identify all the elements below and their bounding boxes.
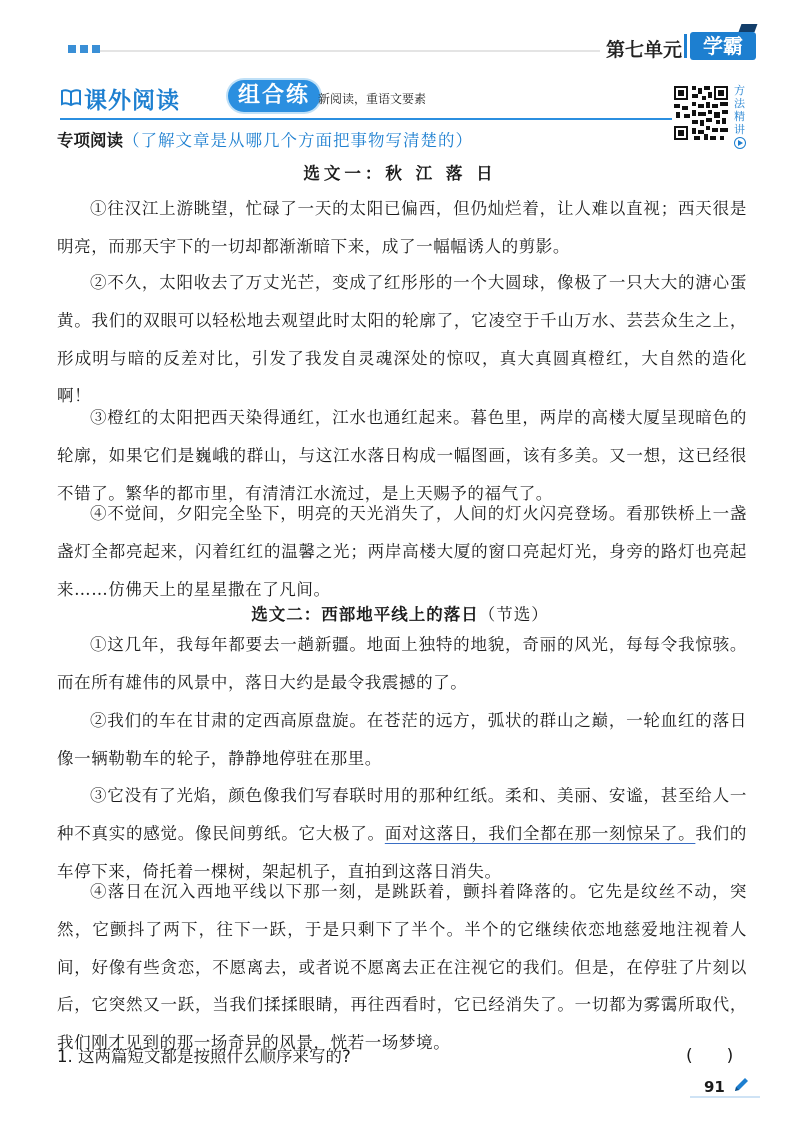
book-icon [60,86,82,108]
header-underline [60,118,675,120]
special-hint: （了解文章是从哪几个方面把事物写清楚的） [123,131,473,150]
section-header [60,82,460,112]
qr-code-icon[interactable] [672,84,730,142]
passage1-paragraph: ④不觉间，夕阳完全坠下，明亮的天光消失了，人间的灯火闪亮登场。看那铁桥上一盏盏灯全都亮起来，闪着红红的温馨之光；两岸高楼大厦的窗口亮起灯光，身旁的路灯也亮起来……仿佛天上的星星撒在了凡间。 [57,504,747,599]
section-tagline: 新阅读，重语文要素 [318,92,427,106]
top-bar [0,30,800,70]
passage1-title: 选文一：秋 江 落 日 [303,164,497,183]
passage2-paragraph: ④落日在沉入西地平线以下那一刻，是跳跃着，颤抖着降落的。它先是纹丝不动，突然，它颤抖了两下，往下一跃，于是只剩下了半个。半个的它继续依恋地慈爱地注视着人间，好像有些贪恋，不愿离去，或者说不愿离去正在注视它的我们。但是，在停驻了片刻以后，它突然又一跃，当我们揉揉眼睛，再往西看时，它已经消失了。一切都为雾霭所取代，我们刚才见到的那一场奇异的风景，恍若一场梦境。 [57,882,747,1053]
combo-practice-badge: 组合练 [228,80,320,112]
p3-text-after: 我们的车停下来，倚托着一棵树，架起机子，直拍到这落日消失。 [57,823,747,881]
brand-logo: 学霸 [690,32,756,60]
section-title: 课外阅读 [84,88,180,114]
graduation-cap-icon [739,24,758,32]
passage1-paragraph: ③橙红的太阳把西天染得通红，江水也通红起来。暮色里，两岸的高楼大厦呈现暗色的轮廓，如果它们是巍峨的群山，与这江水落日构成一幅图画，该有多美。又一想，这已经很不错了。繁华的都市里，有清清江水流过，是上天赐予的福气了。 [57,408,747,503]
unit-label: 第七单元 [606,39,683,61]
pencil-icon [732,1076,750,1094]
question-1: 1. 这两篇短文都是按照什么顺序来写的? [57,1047,351,1066]
passage1-paragraph: ②不久，太阳收去了万丈光芒，变成了红彤彤的一个大圆球，像极了一只大大的溏心蛋黄。我们的双眼可以轻松地去观望此时太阳的轮廓了，它凌空于千山万水、芸芸众生之上，形成明与暗的反差对比，引发了我发自灵魂深处的惊叹，真大真圆真橙红，大自然的造化啊！ [57,273,747,406]
top-divider [100,50,600,52]
special-reading-line [57,127,473,151]
page-number: 91 [704,1078,725,1096]
passage2-paragraph: ②我们的车在甘肃的定西高原盘旋。在苍茫的远方，弧状的群山之巅，一轮血红的落日像一辆勒勒车的轮子，静静地停驻在那里。 [57,711,747,768]
passage1-paragraph: ①往汉江上游眺望，忙碌了一天的太阳已偏西，但仍灿烂着，让人难以直视；西天很是明亮，而那天宇下的一切却都渐渐暗下来，成了一幅幅诱人的剪影。 [57,199,747,256]
qr-label: 方法精讲 [734,84,745,136]
brand-bar [684,34,687,58]
passage2-title [0,601,800,625]
p3-text-before: ③它没有了光焰，颜色像我们写春联时用的那种红纸。柔和、美丽、安谧，甚至给人一种不真实的感觉。像民间剪纸。它大极了。 [57,786,747,843]
passage2-title-note: （节选） [478,605,549,624]
decor-squares [68,45,100,53]
passage2-title-text: 选文二：西部地平线上的落日 [251,605,479,624]
answer-blank[interactable]: ( ) [686,1046,734,1066]
play-icon[interactable] [734,137,746,149]
special-label: 专项阅读 [57,131,123,150]
underlined-sentence: 面对这落日，我们全都在那一刻惊呆了。 [384,823,696,843]
passage2-paragraph: ①这几年，我每年都要去一趟新疆。地面上独特的地貌，奇丽的风光，每每令我惊骇。而在所有雄伟的风景中，落日大约是最令我震撼的了。 [57,635,747,692]
footer-line [690,1096,760,1098]
